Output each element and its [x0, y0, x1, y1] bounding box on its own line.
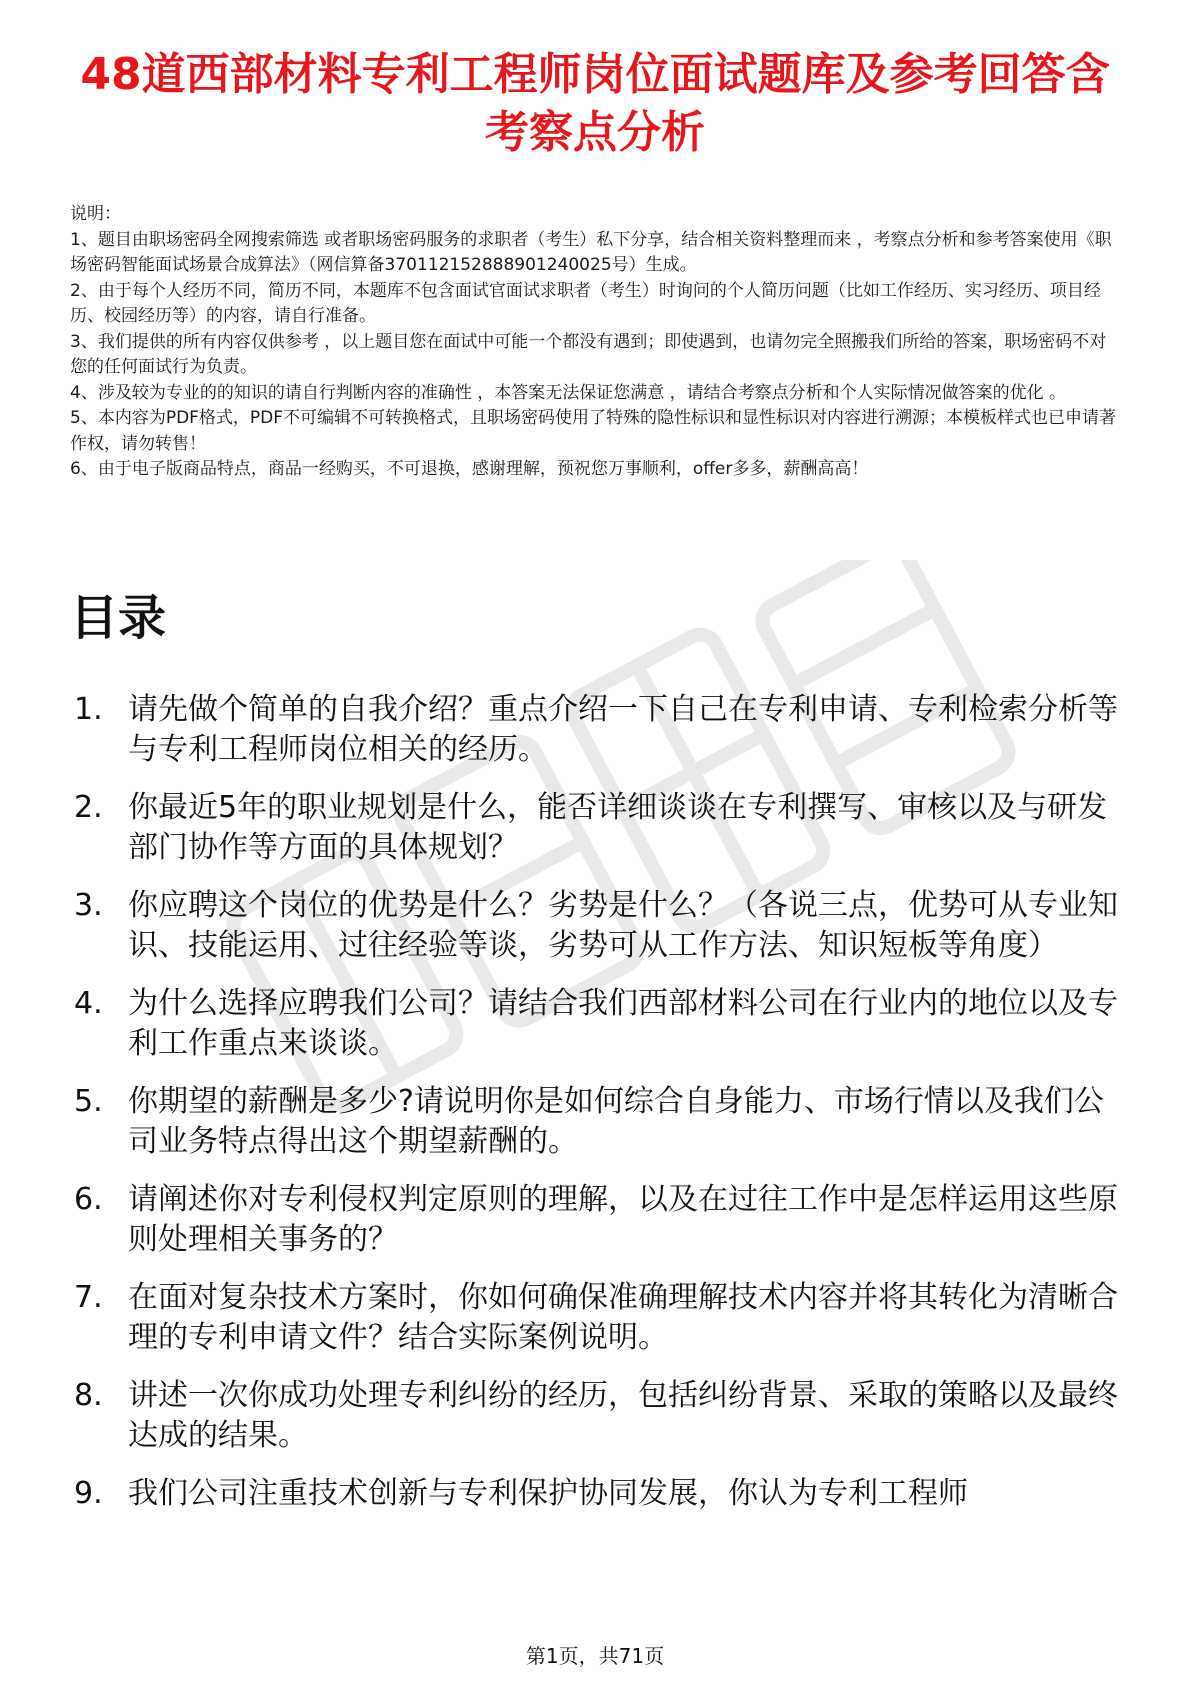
toc-item-text: 我们公司注重技术创新与专利保护协同发展，你认为专利工程师: [128, 1476, 968, 1511]
notes-item: 6、由于电子版商品特点，商品一经购买，不可退换，感谢理解，预祝您万事顺利，offer多多，薪酬高高！: [70, 459, 869, 479]
toc-item-text: 请阐述你对专利侵权判定原则的理解，以及在过往工作中是怎样运用这些原则处理相关事务的？: [128, 1182, 1118, 1257]
toc-item-number: 2.: [74, 790, 103, 825]
toc-item[interactable]: [70, 1180, 1130, 1260]
toc-item-number: 9.: [74, 1476, 103, 1511]
document-title: 48道西部材料专利工程师岗位面试题库及参考回答含考察点分析: [80, 49, 1110, 158]
toc-item-text: 为什么选择应聘我们公司？请结合我们西部材料公司在行业内的地位以及专利工作重点来谈谈。: [128, 986, 1118, 1061]
toc-item[interactable]: [70, 1278, 1130, 1358]
toc-item-text: 你最近5年的职业规划是什么，能否详细谈谈在专利撰写、审核以及与研发部门协作等方面的具体规划？: [128, 790, 1108, 865]
toc-item-text: 你期望的薪酬是多少?请说明你是如何综合自身能力、市场行情以及我们公司业务特点得出这个期望薪酬的。: [128, 1084, 1104, 1159]
notes-item: 5、本内容为PDF格式，PDF不可编辑不可转换格式，且职场密码使用了特殊的隐性标识和显性标识对内容进行溯源；本模板样式也已申请著作权，请勿转售！: [70, 408, 1117, 454]
toc-heading: 目录: [70, 590, 167, 646]
notes-item: 1、题目由职场密码全网搜索筛选 或者职场密码服务的求职者（考生）私下分享，结合相关资料整理而来 ，考察点分析和参考答案使用《职场密码智能面试场景合成算法》（网信算备370112152888901240025号）生成。: [70, 229, 1112, 275]
toc-item-text: 在面对复杂技术方案时，你如何确保准确理解技术内容并将其转化为清晰合理的专利申请文件？结合实际案例说明。: [128, 1280, 1118, 1355]
notes-item: 3、我们提供的所有内容仅供参考 ，以上题目您在面试中可能一个都没有遇到；即使遇到，也请勿完全照搬我们所给的答案，职场密码不对您的任何面试行为负责。: [70, 331, 1107, 377]
disclaimer-notes: [70, 202, 1120, 483]
toc-item-number: 3.: [74, 888, 103, 923]
toc-item-text: 讲述一次你成功处理专利纠纷的经历，包括纠纷背景、采取的策略以及最终达成的结果。: [128, 1378, 1118, 1453]
toc-item-number: 5.: [74, 1084, 103, 1119]
toc-item[interactable]: [70, 886, 1130, 966]
toc-item-number: 1.: [74, 692, 103, 727]
toc-list: [70, 690, 1130, 1532]
toc-item-number: 7.: [74, 1280, 103, 1315]
toc-item-number: 6.: [74, 1182, 103, 1217]
toc-item[interactable]: [70, 1474, 1130, 1514]
toc-item-text: 请先做个简单的自我介绍？重点介绍一下自己在专利申请、专利检索分析等与专利工程师岗位相关的经历。: [128, 692, 1118, 767]
toc-item[interactable]: [70, 1376, 1130, 1456]
notes-heading: 说明：: [70, 204, 121, 224]
toc-item[interactable]: [70, 1082, 1130, 1162]
toc-item[interactable]: [70, 984, 1130, 1064]
notes-item: 4、涉及较为专业的的知识的请自行判断内容的准确性 ，本答案无法保证您满意 ，请结合考察点分析和个人实际情况做答案的优化 。: [70, 382, 1067, 403]
toc-item[interactable]: [70, 788, 1130, 868]
toc-item[interactable]: [70, 690, 1130, 770]
notes-item: 2、由于每个人经历不同，简历不同，本题库不包含面试官面试求职者（考生）时询问的个人简历问题（比如工作经历、实习经历、项目经历、校园经历等）的内容，请自行准备。: [70, 280, 1101, 326]
page-number: 第1页，共71页: [525, 1644, 665, 1668]
toc-item-number: 4.: [74, 986, 103, 1021]
toc-item-number: 8.: [74, 1378, 103, 1413]
toc-item-text: 你应聘这个岗位的优势是什么？劣势是什么？（各说三点，优势可从专业知识、技能运用、过往经验等谈，劣势可从工作方法、知识短板等角度）: [128, 888, 1118, 963]
